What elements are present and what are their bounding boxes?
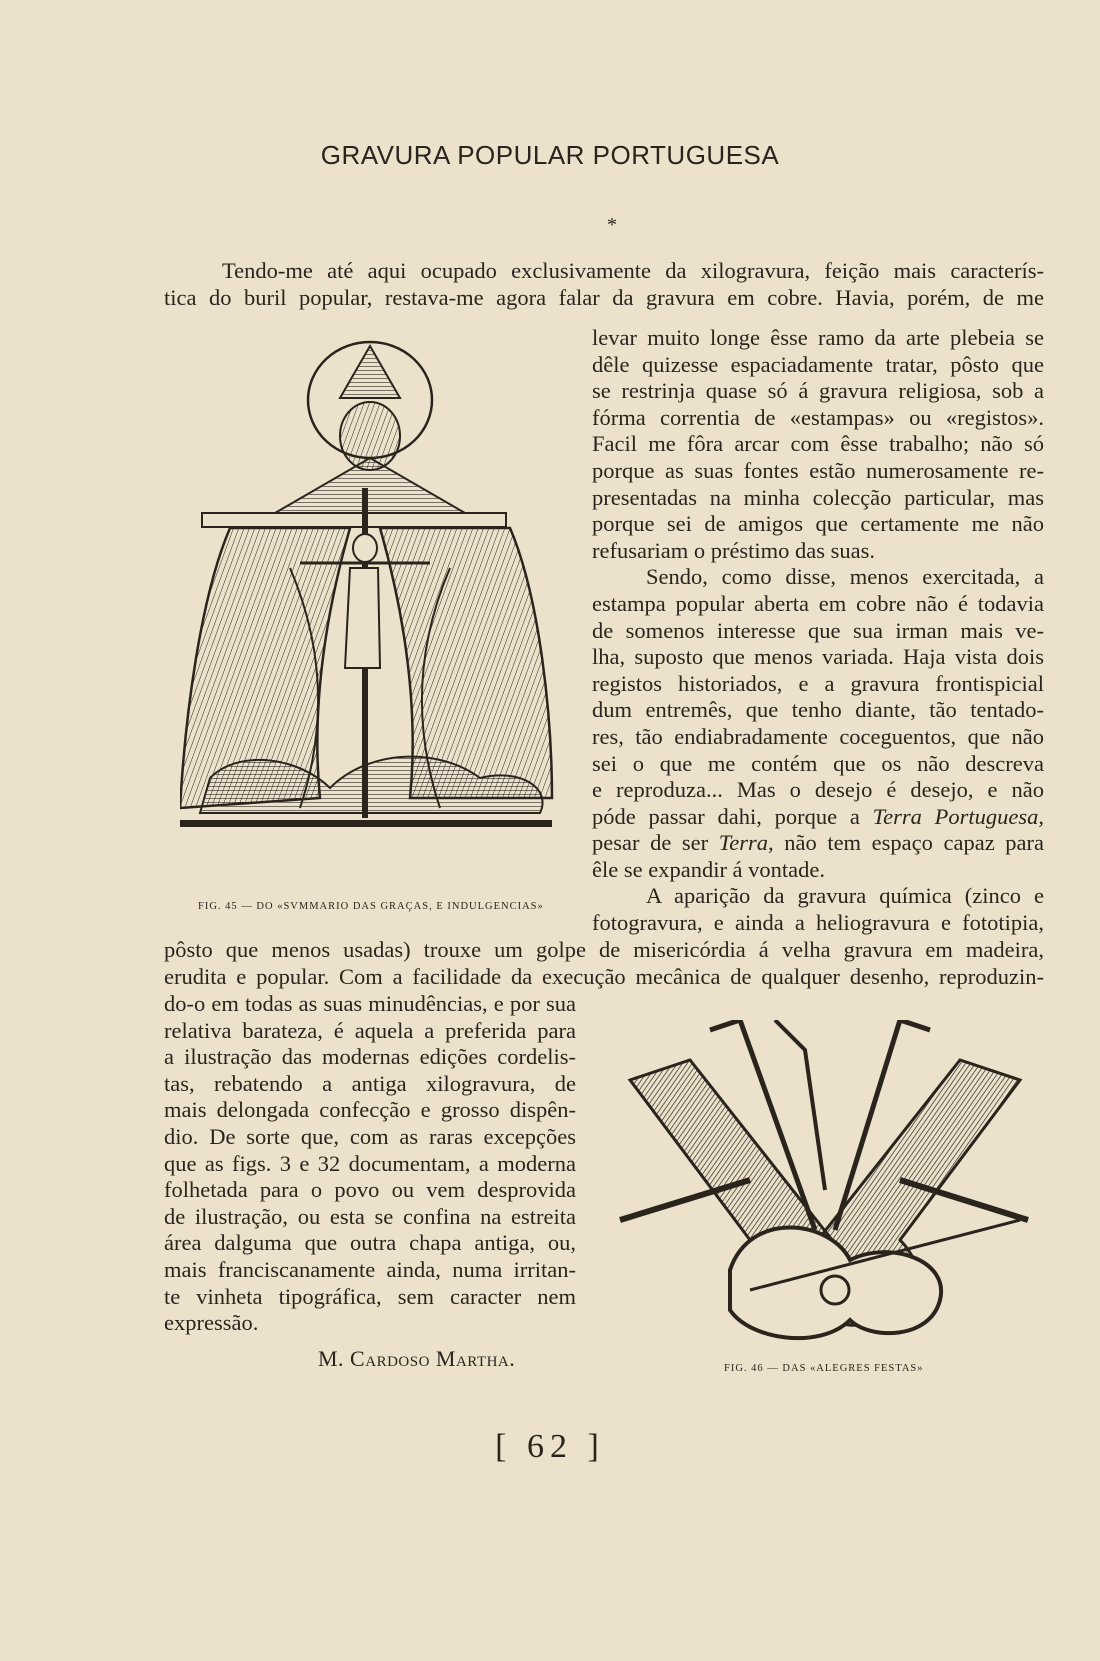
text-line: que as figs. 3 e 32 documentam, a moderna — [164, 1150, 576, 1176]
paragraph-left-column — [164, 991, 576, 1337]
text-line: A aparição da gravura química (zinco e — [646, 883, 1044, 909]
text-line: folhetada para o povo ou vem desprovida — [164, 1177, 576, 1203]
text-line: de ilustração, ou esta se confina na estreita — [164, 1203, 576, 1229]
figure-45-trinity-woodcut — [180, 338, 562, 890]
text-line: área dalguma que outra chapa antiga, ou, — [164, 1230, 576, 1256]
text-line: estampa popular aberta em cobre não é todavia — [592, 590, 1044, 616]
text-line: refusariam o préstimo das suas. — [592, 537, 876, 563]
text-fragment: póde passar dahi, porque a — [592, 803, 860, 829]
text-line: se restrinja quase só á gravura religiosa, sob a — [592, 378, 1044, 404]
paragraph-intro — [164, 258, 1044, 311]
text-fragment: pesar de ser — [592, 830, 709, 856]
text-line: a ilustração das modernas edições cordelis- — [164, 1044, 576, 1070]
text-line: Facil me fôra arcar com êsse trabalho; não só — [592, 431, 1044, 457]
text-line — [592, 804, 1044, 831]
text-line: dio. De sorte que, com as raras excepções — [164, 1123, 576, 1149]
running-header: GRAVURA POPULAR PORTUGUESA — [320, 140, 780, 170]
italic-title: Terra Portuguesa, — [872, 803, 1045, 829]
text-line: te vinheta tipográfica, sem caracter nem — [164, 1283, 576, 1309]
text-line: dêle quizesse espaciadamente tratar, pôsto que — [592, 351, 1044, 377]
text-line: êle se expandir á vontade. — [592, 856, 826, 882]
text-line: lha, suposto que menos variada. Haja vista dois — [592, 644, 1044, 670]
text-line: erudita e popular. Com a facilidade da execução mecânica de qualquer desenho, reproduzin- — [164, 963, 1044, 989]
paragraph-full-width — [164, 937, 1044, 990]
text-line: porque sei de amigos que certamente me não — [592, 511, 1044, 537]
text-line: levar muito longe êsse ramo da arte plebeia se — [592, 325, 1044, 350]
figure-45-caption: FIG. 45 — DO «SVMMARIO DAS GRAÇAS, E INDULGENCIAS» — [198, 901, 544, 912]
text-line: expressão. — [164, 1310, 259, 1336]
text-line: sei o que me contém que os não descreva — [592, 750, 1044, 776]
text-line: pôsto que menos usadas) trouxe um golpe de misericórdia á velha gravura em madeira, — [164, 937, 1044, 962]
author-signature: M. Cardoso Martha. — [318, 1346, 516, 1371]
text-line: res, tão endiabradamente coceguentos, que não — [592, 723, 1044, 749]
text-line: registos historiados, e a gravura frontispicial — [592, 670, 1044, 696]
musical-instruments-engraving-image — [600, 1020, 1048, 1355]
text-line: tica do buril popular, restava-me agora falar da gravura em cobre. Havia, porém, de me — [164, 284, 1044, 310]
ornament-star: * — [607, 214, 617, 236]
text-line: de somenos interesse que sua irman mais ve- — [592, 617, 1044, 643]
text-line: fórma correntia de «estampas» ou «registos». — [592, 404, 1044, 430]
paragraph-right-column — [592, 325, 1044, 937]
figure-46-caption: FIG. 46 — DAS «ALEGRES FESTAS» — [724, 1363, 924, 1374]
italic-title: Terra, — [718, 830, 774, 856]
text-line: tas, rebatendo a antiga xilogravura, de — [164, 1070, 576, 1096]
text-line: dum entremês, que tenho diante, tão tentado- — [592, 697, 1044, 723]
text-line: Sendo, como disse, menos exercitada, a — [646, 564, 1044, 590]
text-line: fotogravura, e ainda a heliogravura e fototipia, — [592, 910, 1044, 936]
text-line: Tendo-me até aqui ocupado exclusivamente da xilogravura, feição mais caracterís- — [222, 258, 1044, 283]
figure-46-instruments-woodcut — [600, 1020, 1048, 1355]
text-line: e reproduza... Mas o desejo é desejo, e não — [592, 777, 1044, 803]
text-line: porque as suas fontes estão numerosamente re- — [592, 457, 1044, 483]
text-line: mais delongada confecção e grosso dispên- — [164, 1097, 576, 1123]
text-fragment: não tem espaço capaz para — [784, 830, 1045, 856]
text-line: presentadas na minha colecção particular, mas — [592, 484, 1044, 510]
trinity-engraving-image — [180, 338, 562, 890]
page-number: [ 62 ] — [495, 1428, 605, 1465]
text-line: relativa barateza, é aquela a preferida para — [164, 1017, 576, 1043]
text-line — [592, 830, 1044, 857]
text-line: mais franciscanamente ainda, numa irritan- — [164, 1256, 576, 1282]
text-line: do-o em todas as suas minudências, e por sua — [164, 991, 576, 1016]
